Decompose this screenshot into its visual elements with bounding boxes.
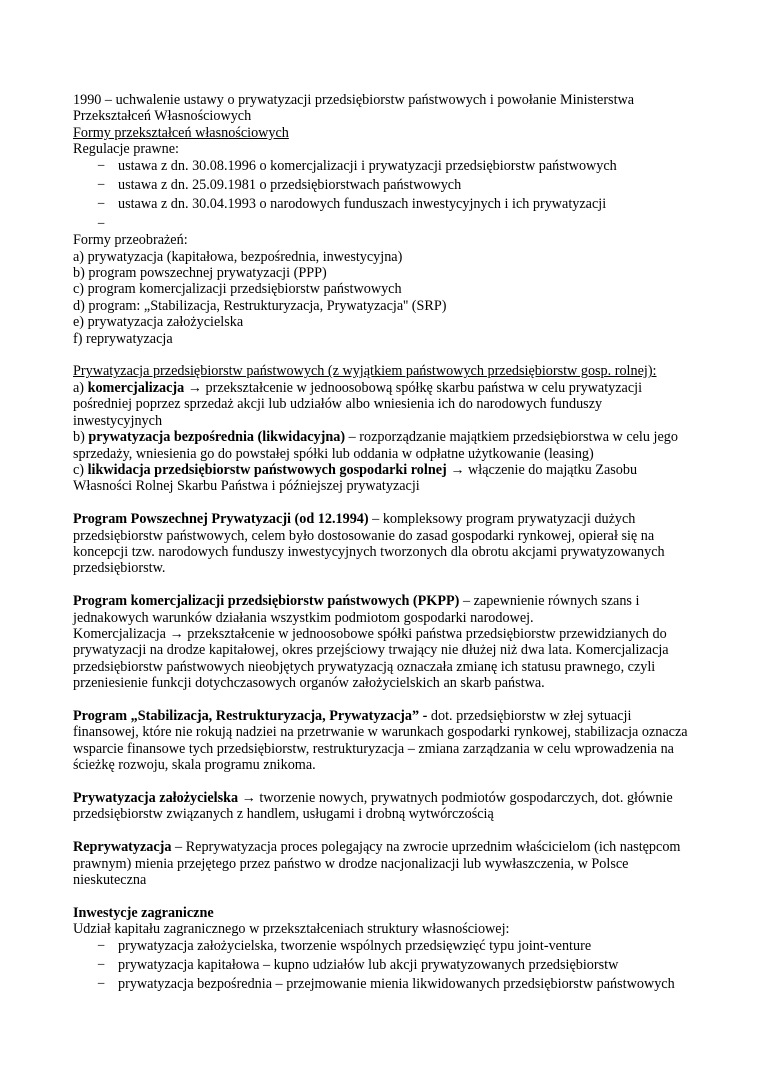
dash-bullet-icon: −: [97, 196, 106, 213]
srp-line: finansowej, które nie rokują nadziei na przetrwanie w warunkach gospodarki rynkowej, stabilizacja oznacza: [73, 724, 688, 741]
regulation-text: ustawa z dn. 30.08.1996 o komercjalizacji i prywatyzacji przedsiębiorstw państwowych: [118, 157, 617, 174]
privatization-item-b: [73, 429, 688, 445]
dash-bullet-icon: −: [97, 976, 106, 993]
transform-item: c) program komercjalizacji przedsiębiorstw państwowych: [73, 281, 402, 298]
ppp-line: przedsiębiorstw państwowych, celem było dostosowanie do zasad gospodarki rynkowej, opierał się na: [73, 527, 655, 544]
srp-term: Program „Stabilizacja, Restrukturyzacja, Prywatyzacja” -: [73, 707, 428, 724]
founding-term: Prywatyzacja założycielska: [73, 789, 239, 806]
founding-line: przedsiębiorstw związanych z handlem, usługami i drobną wytwórczością: [73, 806, 494, 823]
privatization-line: pośredniej poprzez sprzedaż akcji lub udziałów albo wniesienia ich do narodowych funduszy: [73, 396, 603, 413]
item-text: → przekształcenie w jednoosobową spółkę skarbu państwa w celu prywatyzacji: [184, 379, 643, 396]
ppp-line: koncepcji tzw. narodowych funduszy inwestycyjnych tworzonych dla obrotu akcjami prywatyzowanych: [73, 543, 665, 560]
foreign-intro: Udział kapitału zagranicznego w przekształceniach struktury własnościowej:: [73, 921, 510, 938]
repriv-paragraph-start: [73, 839, 688, 855]
srp-line: wsparcie finansowe tych przedsiębiorstw, restrukturyzacja – zmiana zarządzania w celu wprowadzenia na: [73, 740, 674, 757]
item-text: – rozporządzanie majątkiem przedsiębiorstwa w celu jego: [345, 429, 678, 446]
privatization-heading: Prywatyzacja przedsiębiorstw państwowych (z wyjątkiem państwowych przedsiębiorstw gosp. rolnej):: [73, 363, 657, 380]
privatization-line: inwestycyjnych: [73, 412, 163, 429]
item-prefix: a): [73, 379, 88, 396]
spacer: [73, 495, 688, 511]
pkpp-line: przedsiębiorstw państwowych nieobjętych prywatyzacją oznaczała zmianę ich statusu prawnego, czyli: [73, 658, 656, 675]
dash-bullet-icon: −: [97, 215, 106, 232]
pkpp-line: prywatyzacji na drodze kapitałowej, okres przejściowy trwający nie dłużej niż dwa lata. Komercjalizacja: [73, 642, 669, 659]
foreign-item-text: prywatyzacja bezpośrednia – przejmowanie mienia likwidowanych przedsiębiorstw państwowych: [118, 976, 675, 993]
pkpp-line: jednakowych warunków działania wszystkim podmiotom gospodarki narodowej.: [73, 609, 534, 626]
repriv-text: – Reprywatyzacja proces polegający na zwrocie uprzednim właścicielom (ich następcom: [171, 839, 681, 856]
ppp-line: przedsiębiorstw.: [73, 560, 166, 577]
srp-paragraph-start: [73, 708, 688, 724]
repriv-line: nieskuteczna: [73, 872, 147, 888]
pkpp-line: przeniesienie funkcji dotychczasowych organów założycielskich an skarb państwa.: [73, 675, 545, 692]
foreign-item-text: prywatyzacja kapitałowa – kupno udziałów lub akcji prywatyzowanych przedsiębiorstw: [118, 957, 619, 974]
regulation-item: [73, 158, 688, 174]
transform-item: b) program powszechnej prywatyzacji (PPP): [73, 265, 327, 282]
spacer: [73, 577, 688, 593]
spacer: [73, 888, 688, 904]
spacer: [73, 692, 688, 708]
regulation-text: ustawa z dn. 25.09.1981 o przedsiębiorstwach państwowych: [118, 177, 462, 194]
repriv-term: Reprywatyzacja: [73, 839, 172, 856]
founding-paragraph-start: [73, 790, 688, 806]
privatization-item-c: [73, 462, 688, 478]
dash-bullet-icon: −: [97, 957, 106, 974]
pkpp-paragraph-start: [73, 593, 688, 609]
ppp-paragraph-start: [73, 511, 688, 527]
regulation-item: [73, 177, 688, 193]
document-page: [73, 92, 688, 993]
intro-line: Przekształceń Własnościowych: [73, 108, 252, 125]
spacer: [73, 823, 688, 839]
privatization-item-a: [73, 380, 688, 396]
transform-item: f) reprywatyzacja: [73, 330, 173, 347]
regulation-item: [73, 216, 688, 232]
spacer: [73, 347, 688, 363]
item-prefix: c): [73, 461, 88, 478]
transform-item: a) prywatyzacja (kapitałowa, bezpośrednia, inwestycyjna): [73, 248, 403, 265]
pkpp-text: – zapewnienie równych szans i: [459, 593, 640, 610]
foreign-item: [73, 938, 688, 954]
item-text: → włączenie do majątku Zasobu: [446, 461, 638, 478]
regulation-text: ustawa z dn. 30.04.1993 o narodowych funduszach inwestycyjnych i ich prywatyzacji: [118, 196, 607, 213]
pkpp-line: Komercjalizacja → przekształcenie w jednoosobowe spółki państwa przedsiębiorstw przewidzianych do: [73, 625, 667, 642]
regulations-label: Regulacje prawne:: [73, 141, 179, 158]
forms-heading: Formy przekształceń własnościowych: [73, 124, 289, 141]
item-term: likwidacja przedsiębiorstw państwowych gospodarki rolnej: [87, 461, 447, 478]
ppp-text: – kompleksowy program prywatyzacji dużych: [368, 511, 636, 528]
foreign-heading: Inwestycje zagraniczne: [73, 904, 214, 921]
srp-line: ścieżkę rozwoju, skala programu znikoma.: [73, 757, 316, 774]
intro-line: 1990 – uchwalenie ustawy o prywatyzacji przedsiębiorstw państwowych i powołanie Ministerstwa: [73, 92, 635, 108]
foreign-item: [73, 976, 688, 992]
transform-label: Formy przeobrażeń:: [73, 232, 188, 249]
item-term: komercjalizacja: [87, 379, 185, 396]
repriv-line: prawnym) mienia przejętego przez państwo w drodze nacjonalizacji lub wywłaszczenia, w Polsce: [73, 855, 629, 872]
item-term: prywatyzacja bezpośrednia (likwidacyjna): [88, 429, 346, 446]
dash-bullet-icon: −: [97, 157, 106, 174]
dash-bullet-icon: −: [97, 177, 106, 194]
transform-item: e) prywatyzacja założycielska: [73, 314, 244, 331]
pkpp-term: Program komercjalizacji przedsiębiorstw państwowych (PKPP): [73, 593, 460, 610]
regulation-item: [73, 196, 688, 212]
transform-item: d) program: „Stabilizacja, Restrukturyzacja, Prywatyzacja'' (SRP): [73, 297, 447, 314]
founding-text: → tworzenie nowych, prywatnych podmiotów gospodarczych, dot. głównie: [238, 789, 673, 806]
srp-text: dot. przedsiębiorstw w złej sytuacji: [427, 707, 632, 724]
item-prefix: b): [73, 429, 89, 446]
foreign-item: [73, 957, 688, 973]
dash-bullet-icon: −: [97, 937, 106, 954]
privatization-line: Własności Rolnej Skarbu Państwa i późniejszej prywatyzacji: [73, 478, 420, 495]
privatization-line: sprzedaży, wniesienia go do powstałej spółki lub oddania w odpłatne użytkowanie (leasing): [73, 445, 594, 462]
regulation-text: [118, 216, 122, 232]
foreign-item-text: prywatyzacja założycielska, tworzenie wspólnych przedsięwzięć typu joint-venture: [118, 937, 592, 954]
spacer: [73, 774, 688, 790]
ppp-term: Program Powszechnej Prywatyzacji (od 12.1994): [73, 511, 369, 528]
